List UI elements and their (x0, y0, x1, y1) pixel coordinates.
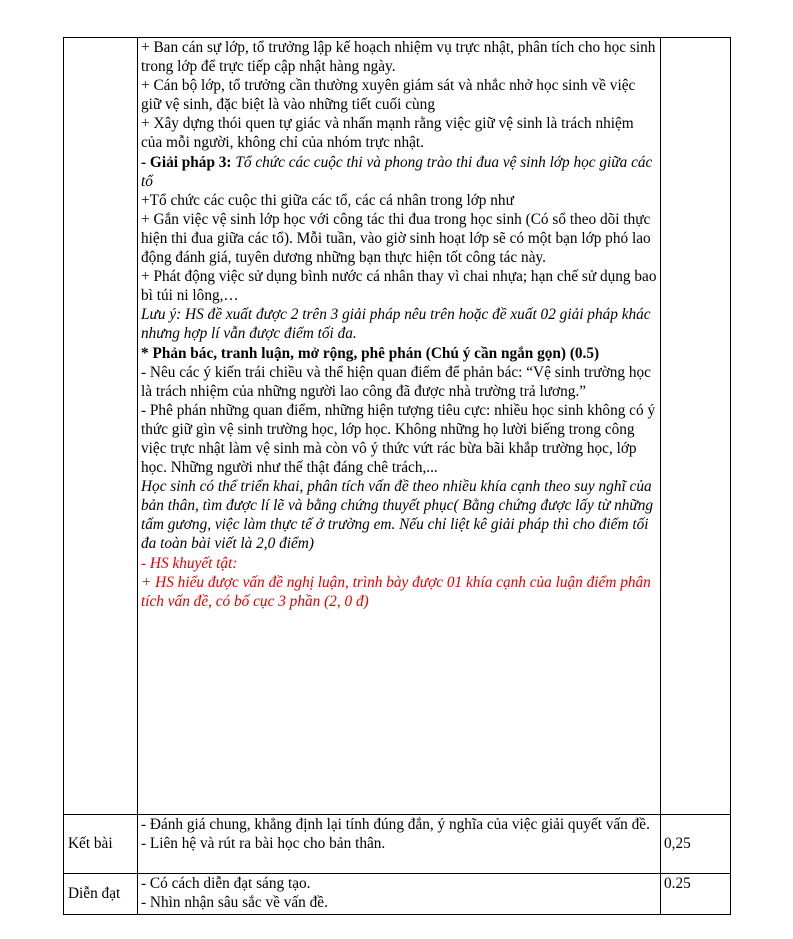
content-line: +Tổ chức các cuộc thi giữa các tổ, các cá nhân trong lớp như (141, 191, 514, 209)
table-row (64, 815, 731, 874)
expression-score: 0.25 (661, 874, 731, 915)
note: Lưu ý: HS đề xuất được 2 trên 3 giải pháp nêu trên hoặc đề xuất 02 giải pháp khác nhưng hợp lí vẫn được điểm tối đa. (141, 306, 651, 343)
content-line: + Phát động việc sử dụng bình nước cá nhân thay vì chai nhựa; hạn chế sử dụng bao bì túi ni lông,… (141, 268, 657, 305)
content-line: - Nhìn nhận sâu sắc về vấn đề. (141, 894, 328, 912)
conclusion-label: Kết bài (64, 815, 138, 874)
disabled-text: + HS hiểu được vấn đề nghị luận, trình bày được 01 khía cạnh của luận điểm phân tích vấn đề, có bố cục 3 phần (2, 0 đ) (141, 573, 651, 610)
expression-label: Diễn đạt (64, 874, 138, 915)
content-cell (138, 38, 661, 815)
criteria-cell (64, 38, 138, 815)
content-line: - Phê phán những quan điểm, những hiện tượng tiêu cực: nhiều học sinh không có ý thức giữ gìn vệ sinh trường học, lớp học. Không những họ lười biếng trong công việc trực nhật làm vệ sinh mà còn vô ý thức vứt rác bừa bãi khắp trường học, lớp học. Những người như thế thật đáng chê trách,... (141, 401, 656, 477)
grading-table (63, 37, 731, 915)
content-line: - Đánh giá chung, khẳng định lại tính đúng đắn, ý nghĩa của việc giải quyết vấn đề. (141, 816, 650, 833)
content-line: + Cán bộ lớp, tổ trưởng cần thường xuyên giám sát và nhắc nhở học sinh về việc giữ vệ sinh, đặc biệt là vào những tiết cuối cùng (141, 77, 636, 114)
solution-3 (141, 153, 657, 191)
score-cell (661, 38, 731, 815)
conclusion-score: 0,25 (661, 815, 731, 874)
content-line: + Gắn việc vệ sinh lớp học với công tác thi đua trong học sinh (Có sổ theo dõi thực hiện thi đua giữa các tổ). Mỗi tuần, vào giờ sinh hoạt lớp sẽ có một bạn lớp phó lao động đánh giá, tuyên dương những bạn thực hiện tốt công tác này. (141, 210, 651, 267)
content-line: + Ban cán sự lớp, tổ trưởng lập kế hoạch nhiệm vụ trực nhật, phân tích cho học sinh trong lớp để trực tiếp cập nhật hàng ngày. (141, 39, 656, 76)
content-line: - Có cách diễn đạt sáng tạo. (141, 875, 311, 892)
solution-3-label: - Giải pháp 3: (141, 153, 232, 171)
expression-content (138, 874, 661, 915)
guidance-note: Học sinh có thể triển khai, phân tích vấn đề theo nhiều khía cạnh theo suy nghĩ của bản thân, tìm được lí lẽ và bằng chứng thuyết phục( Bằng chứng được lấy từ những tấm gương, việc làm thực tế ở trường em. Nếu chỉ liệt kê giải pháp thì cho điểm tối đa toàn bài viết là 2,0 điểm) (141, 478, 654, 553)
content-line: - Liên hệ và rút ra bài học cho bản thân. (141, 835, 386, 853)
conclusion-content (138, 815, 661, 874)
table-row (64, 874, 731, 915)
table-row (64, 38, 731, 815)
content-line: - Nêu các ý kiến trái chiều và thể hiện quan điểm để phản bác: “Vệ sinh trường học là trách nhiệm của những người lao công đã được nhà trường trả lương.” (141, 363, 651, 400)
rebuttal-heading: * Phản bác, tranh luận, mở rộng, phê phán (Chú ý cần ngắn gọn) (0.5) (141, 344, 600, 362)
content-line: + Xây dựng thói quen tự giác và nhấn mạnh rằng việc giữ vệ sinh là trách nhiệm của mỗi người, không chỉ của nhóm trực nhật. (141, 115, 634, 152)
solution-3-title: Tổ chức các cuộc thi và phong trào thi đua vệ sinh lớp học giữa các tổ (141, 153, 653, 190)
disabled-heading: - HS khuyết tật: (141, 554, 238, 572)
